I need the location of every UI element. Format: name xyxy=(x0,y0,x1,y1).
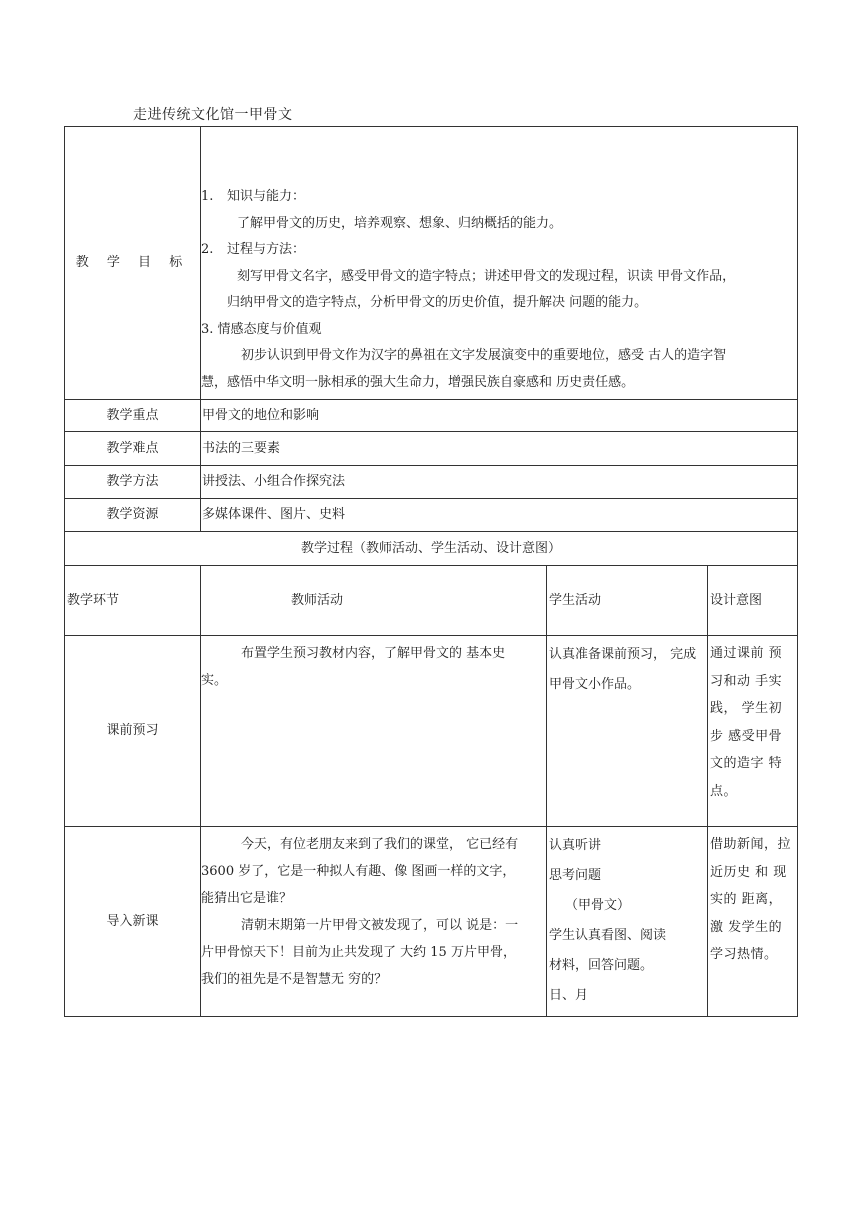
goals-content xyxy=(201,127,798,400)
method-label: 教学方法 xyxy=(65,466,201,499)
goal-3-heading: 3. 情感态度与价值观 xyxy=(201,321,322,337)
process-heading-row xyxy=(65,532,798,566)
difficulty-value: 书法的三要素 xyxy=(201,432,798,466)
difficulty-row xyxy=(65,432,798,466)
intro-stage: 导入新课 xyxy=(65,827,201,1017)
intro-student-activity: 认真听讲 思考问题 （甲骨文） 学生认真看图、阅读 材料，回答问题。 日、月 xyxy=(547,827,708,1017)
process-columns-row xyxy=(65,566,798,636)
preview-stage: 课前预习 xyxy=(65,636,201,827)
goals-row xyxy=(65,127,798,400)
goal-2-text-line1: 刻写甲骨文名字，感受甲骨文的造字特点；讲述甲骨文的发现过程，识读 甲骨文作品， xyxy=(237,268,736,284)
preview-design-intent: 通过课前 预习和动 手实践， 学生初步 感受甲骨文的造字 特点。 xyxy=(708,636,798,827)
col-student-header: 学生活动 xyxy=(547,566,708,636)
goals-label: 教 学 目 标 xyxy=(65,127,201,400)
col-design-header: 设计意图 xyxy=(708,566,798,636)
col-teacher-header: 教师活动 xyxy=(201,566,547,636)
method-value: 讲授法、小组合作探究法 xyxy=(201,466,798,499)
goal-2-text-line2: 归纳甲骨文的造字特点，分析甲骨文的历史价值，提升解决 问题的能力。 xyxy=(227,295,648,310)
intro-teacher-activity: 今天，有位老朋友来到了我们的课堂， 它已经有 3600 岁了，它是一种拟人有趣、像 图画一样的文字， 能猜出它是谁？ 清朝末期第一片甲骨文被发现了，可以 说是：一 片甲骨惊天下！目前为止共发现了 大约 15 万片甲骨， 我们的祖先是不是智慧无 穷的？ xyxy=(201,827,547,1017)
process-heading: 教学过程（教师活动、学生活动、设计意图） xyxy=(65,532,798,566)
preview-student-activity: 认真准备课前预习， 完成 甲骨文小作品。 xyxy=(547,636,708,827)
goal-3-text-line1: 初步认识到甲骨文作为汉字的鼻祖在文字发展演变中的重要地位，感受 古人的造字智 xyxy=(241,348,727,363)
document-title: 走进传统文化馆一甲骨文 xyxy=(133,107,293,123)
goal-1-text: 了解甲骨文的历史，培养观察、想象、归纳概括的能力。 xyxy=(237,215,563,231)
focus-label: 教学重点 xyxy=(65,400,201,432)
intro-design-intent: 借助新闻，拉近历史 和 现实的 距离，激 发学生的 学习热情。 xyxy=(708,827,798,1017)
method-row xyxy=(65,466,798,499)
goal-2-heading: 2. 过程与方法： xyxy=(201,242,306,257)
difficulty-label: 教学难点 xyxy=(65,432,201,466)
resource-value: 多媒体课件、图片、史料 xyxy=(201,499,798,532)
goal-3-text-line2: 慧，感悟中华文明一脉相承的强大生命力，增强民族自豪感和 历史责任感。 xyxy=(201,374,635,390)
resource-row xyxy=(65,499,798,532)
col-stage-header: 教学环节 xyxy=(65,566,201,636)
focus-row xyxy=(65,400,798,432)
goal-1-heading: 1. 知识与能力： xyxy=(201,189,306,204)
focus-value: 甲骨文的地位和影响 xyxy=(201,400,798,432)
intro-row xyxy=(65,827,798,1017)
lesson-plan-table xyxy=(64,126,798,1017)
preview-teacher-activity: 布置学生预习教材内容，了解甲骨文的 基本史 实。 xyxy=(201,636,547,827)
resource-label: 教学资源 xyxy=(65,499,201,532)
preview-row xyxy=(65,636,798,827)
